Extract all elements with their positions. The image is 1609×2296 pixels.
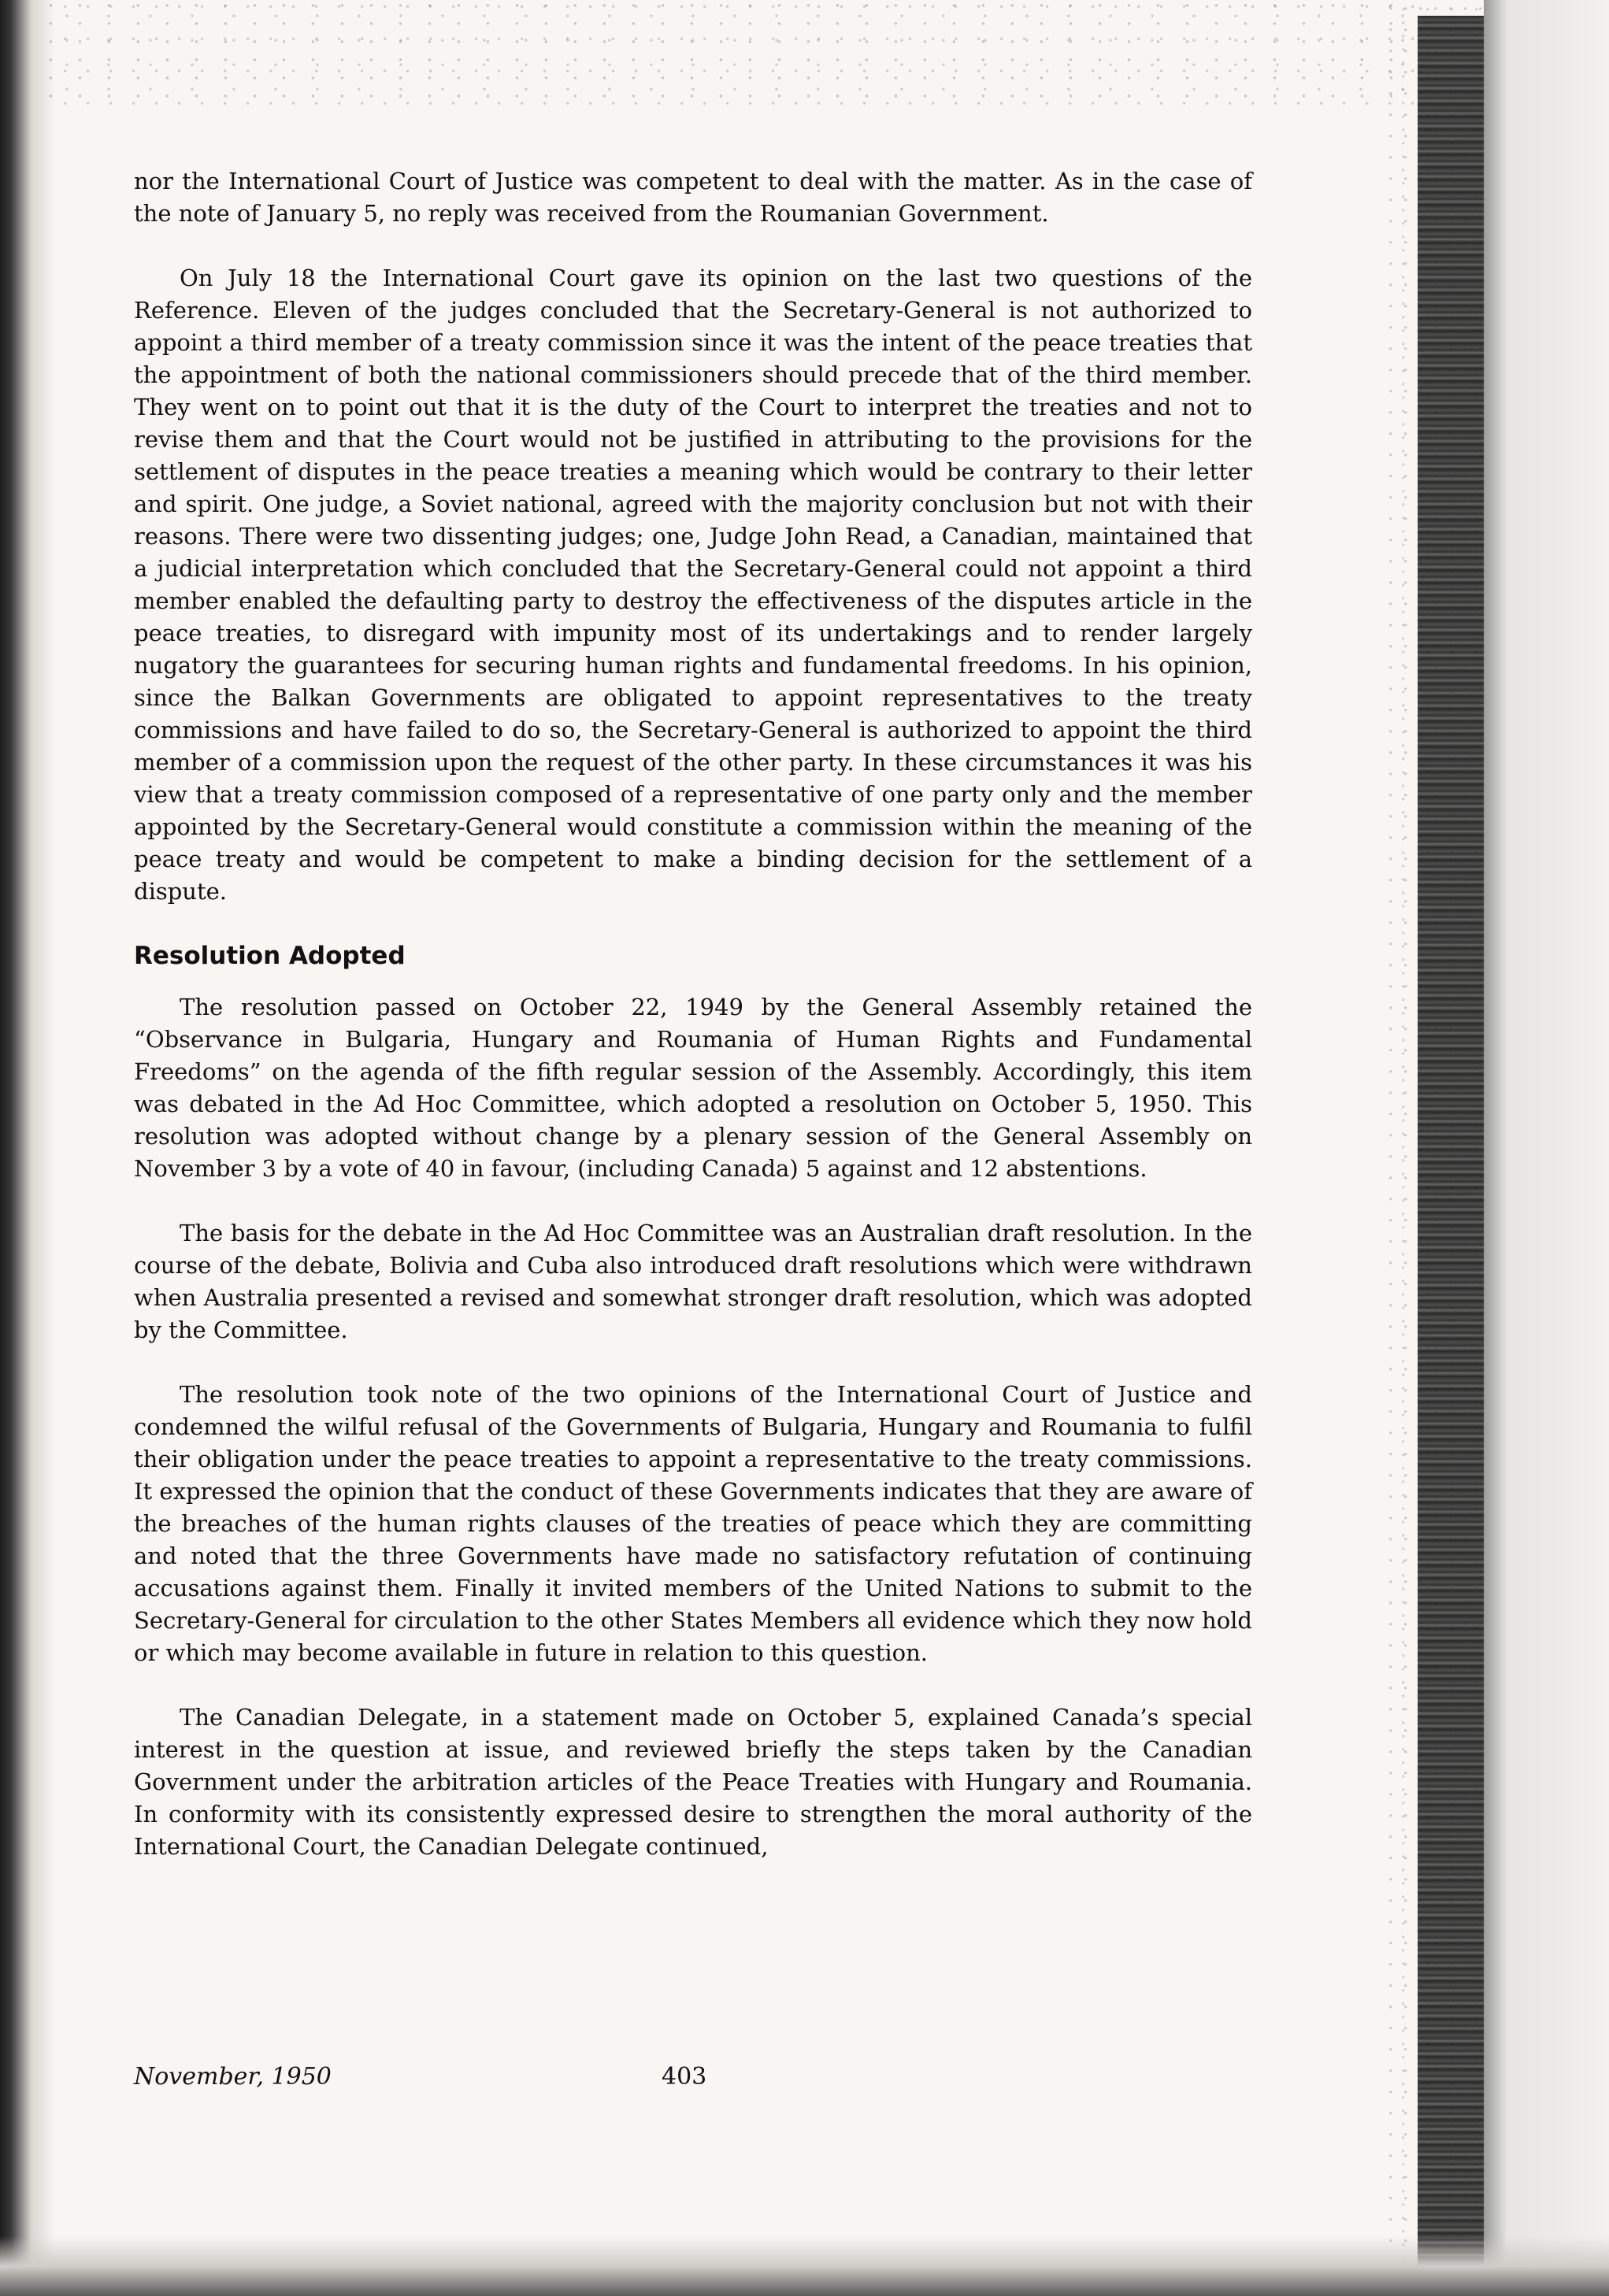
paragraph-debate-basis: The basis for the debate in the Ad Hoc Committee was an Australian draft resolution. In the course of the debate, Bolivia and Cuba also introduced draft resolutions which were withdrawn when Australia presented a revised and somewhat stronger draft resolution, which was adopted by the Committee. [134, 1220, 1252, 1343]
footer-date: November, 1950 [134, 2063, 332, 2090]
paragraph-resolution-passed: The resolution passed on October 22, 1949 by the General Assembly retained the “Observance in Bulgaria, Hungary and Roumania of Human Rights and Fundamental Freedoms” on the agenda of the fifth regular session of the Assembly. Accordingly, this item was debated in the Ad Hoc Committee, which adopted a resolution on October 5, 1950. This resolution was adopted without change by a plenary session of the General Assembly on November 3 by a vote of 40 in favour, (including Canada) 5 against and 12 abstentions. [134, 994, 1252, 1182]
page-body [134, 165, 1252, 1895]
section-heading: Resolution Adopted [134, 942, 406, 970]
scan-noise-top [47, 0, 1418, 110]
page-number: 403 [662, 2063, 707, 2090]
page-bottom-edge [0, 2236, 1609, 2296]
paragraph-court-opinion: On July 18 the International Court gave its opinion on the last two questions of the Reference. Eleven of the judges concluded that the Secretary-General is not authorized to appoint a third member of a treaty commission since it was the intent of the peace treaties that the appointment of both the national commissioners should precede that of the third member. They went on to point out that it is the duty of the Court to interpret the treaties and not to revise them and that the Court would not be justified in attributing to the provisions for the settlement of disputes in the peace treaties a meaning which would be contrary to their letter and spirit. One judge, a Soviet national, agreed with the majority conclusion but not with their reasons. There were two dissenting judges; one, Judge John Read, a Canadian, maintained that a judicial interpretation which concluded that the Secretary-General could not appoint a third member enabled the defaulting party to destroy the effectiveness of the disputes article in the peace treaties, to disregard with impunity most of its undertakings and to render largely nugatory the guarantees for securing human rights and fundamental freedoms. In his opinion, since the Balkan Governments are obligated to appoint representatives to the treaty commissions and have failed to do so, the Secretary-General is authorized to appoint the third member of a commission upon the request of the other party. In these circumstances it was his view that a treaty commission composed of a representative of one party only and the member appointed by the Secretary-General would constitute a commission within the meaning of the peace treaty and would be competent to make a binding decision for the settlement of a dispute. [134, 265, 1252, 905]
paragraph-resolution-terms: The resolution took note of the two opinions of the International Court of Justice and condemned the wilful refusal of the Governments of Bulgaria, Hungary and Roumania to fulfil their obligation under the peace treaties to appoint a representative to the treaty commissions. It expressed the opinion that the conduct of these Governments indicates that they are aware of the breaches of the human rights clauses of the treaties of peace which they are committing and noted that the three Governments have made no satisfactory refutation of continuing accusations against them. Finally it invited members of the United Nations to submit to the Secretary-General for circulation to the other States Members all evidence which they now hold or which may become available in future in relation to this question. [134, 1381, 1252, 1666]
page-left-edge-shadow [0, 0, 55, 2296]
paragraph-continuation: nor the International Court of Justice was competent to deal with the matter. As in the case of the note of January 5, no reply was received from the Roumanian Government. [134, 168, 1252, 227]
page-right-margin [1484, 0, 1609, 2296]
book-spine-shadow [1418, 16, 1484, 2276]
paragraph-canadian-delegate: The Canadian Delegate, in a statement made on October 5, explained Canada’s special interest in the question at issue, and reviewed briefly the steps taken by the Canadian Government under the arbitration articles of the Peace Treaties with Hungary and Roumania. In conformity with its consistently expressed desire to strengthen the moral authority of the International Court, the Canadian Delegate continued, [134, 1704, 1252, 1860]
